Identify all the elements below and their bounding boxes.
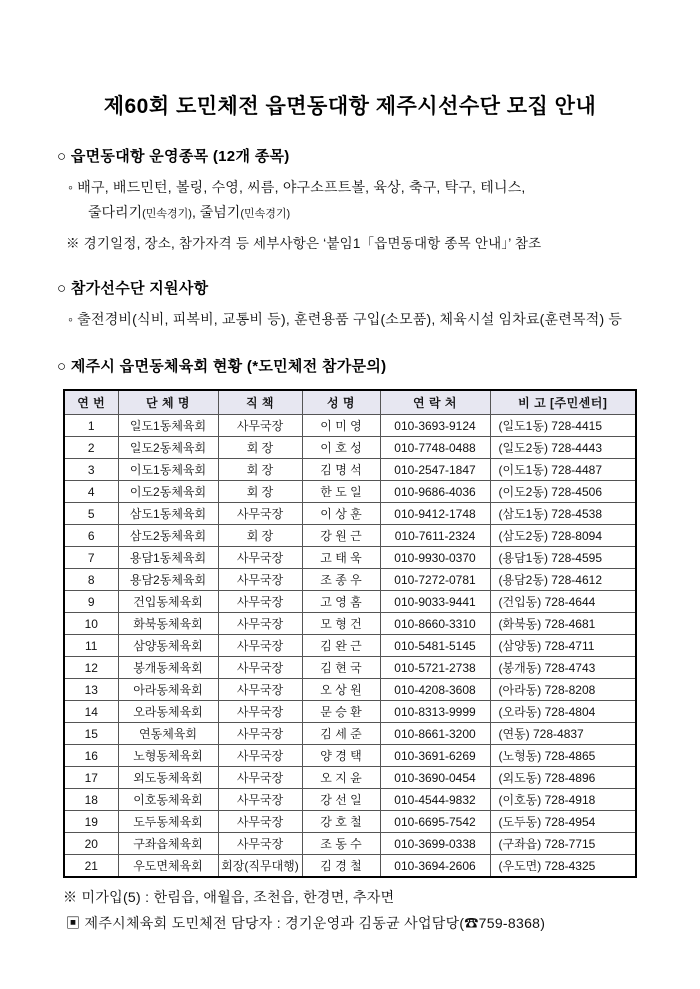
table-cell: 이 상 훈 — [302, 503, 380, 525]
table-cell: 한 도 일 — [302, 481, 380, 503]
column-header: 연 락 처 — [380, 390, 490, 415]
table-cell: 19 — [64, 811, 118, 833]
table-row — [64, 833, 636, 855]
table-cell: 010-8313-9999 — [380, 701, 490, 723]
section-heading-events: ○ 읍면동대항 운영종목 (12개 종목) — [57, 148, 290, 165]
table-row — [64, 459, 636, 481]
table-cell: 오 지 윤 — [302, 767, 380, 789]
table-cell: 010-9686-4036 — [380, 481, 490, 503]
table-cell: 사무국장 — [218, 723, 302, 745]
table-cell: 용담2동체육회 — [118, 569, 218, 591]
table-row — [64, 503, 636, 525]
table-cell: 010-4208-3608 — [380, 679, 490, 701]
table-cell: (오라동) 728-4804 — [490, 701, 636, 723]
table-cell: 010-7748-0488 — [380, 437, 490, 459]
contact-table — [63, 389, 637, 878]
table-cell: 사무국장 — [218, 503, 302, 525]
table-cell: 외도동체육회 — [118, 767, 218, 789]
table-cell: 010-7611-2324 — [380, 525, 490, 547]
table-cell: (아라동) 728-8208 — [490, 679, 636, 701]
table-cell: 이호동체육회 — [118, 789, 218, 811]
table-cell: 010-9033-9441 — [380, 591, 490, 613]
column-header: 직 책 — [218, 390, 302, 415]
table-cell: 문 승 환 — [302, 701, 380, 723]
table-cell: 4 — [64, 481, 118, 503]
table-cell: 010-2547-1847 — [380, 459, 490, 481]
table-cell: 010-8661-3200 — [380, 723, 490, 745]
table-cell: 사무국장 — [218, 569, 302, 591]
table-row — [64, 415, 636, 437]
table-cell: 김 현 국 — [302, 657, 380, 679]
folk-game-label: (민속경기) — [142, 208, 192, 220]
table-cell: (일도2동) 728-4443 — [490, 437, 636, 459]
table-cell: (구좌읍) 728-7715 — [490, 833, 636, 855]
table-cell: 일도2동체육회 — [118, 437, 218, 459]
table-cell: 강 원 근 — [302, 525, 380, 547]
column-header: 비 고 [주민센터] — [490, 390, 636, 415]
table-cell: 10 — [64, 613, 118, 635]
table-cell: 010-6695-7542 — [380, 811, 490, 833]
table-cell: 강 호 철 — [302, 811, 380, 833]
table-cell: 조 동 수 — [302, 833, 380, 855]
table-cell: 오라동체육회 — [118, 701, 218, 723]
table-cell: (우도면) 728-4325 — [490, 855, 636, 878]
table-cell: 봉개동체육회 — [118, 657, 218, 679]
table-cell: (화북동) 728-4681 — [490, 613, 636, 635]
table-cell: (도두동) 728-4954 — [490, 811, 636, 833]
section-heading-support: ○ 참가선수단 지원사항 — [57, 280, 209, 297]
table-row — [64, 723, 636, 745]
table-cell: 조 종 우 — [302, 569, 380, 591]
table-cell: (노형동) 728-4865 — [490, 745, 636, 767]
table-cell: 21 — [64, 855, 118, 878]
table-cell: 010-9930-0370 — [380, 547, 490, 569]
table-cell: 이도1동체육회 — [118, 459, 218, 481]
table-cell: (용담2동) 728-4612 — [490, 569, 636, 591]
table-cell: 회 장 — [218, 459, 302, 481]
table-cell: (용담1동) 728-4595 — [490, 547, 636, 569]
events-sports-line2 — [0, 202, 700, 225]
table-cell: 용담1동체육회 — [118, 547, 218, 569]
table-cell: 010-3691-6269 — [380, 745, 490, 767]
table-cell: 회 장 — [218, 525, 302, 547]
table-row — [64, 635, 636, 657]
table-cell: 건입동체육회 — [118, 591, 218, 613]
table-row — [64, 745, 636, 767]
table-cell: 사무국장 — [218, 547, 302, 569]
table-cell: 사무국장 — [218, 679, 302, 701]
table-row — [64, 811, 636, 833]
contact-person-line: ▣ 제주시체육회 도민체전 담당자 : 경기운영과 김동균 사업담당(☎759-8368) — [66, 915, 546, 931]
table-cell: 사무국장 — [218, 657, 302, 679]
table-cell: 이 호 성 — [302, 437, 380, 459]
table-cell: 연동체육회 — [118, 723, 218, 745]
table-cell: (삼도2동) 728-8094 — [490, 525, 636, 547]
table-cell: 김 세 준 — [302, 723, 380, 745]
table-cell: 고 태 욱 — [302, 547, 380, 569]
table-cell: 17 — [64, 767, 118, 789]
table-cell: 사무국장 — [218, 811, 302, 833]
table-cell: 9 — [64, 591, 118, 613]
table-cell: 이도2동체육회 — [118, 481, 218, 503]
table-cell: 삼도2동체육회 — [118, 525, 218, 547]
table-cell: 강 선 일 — [302, 789, 380, 811]
table-cell: 11 — [64, 635, 118, 657]
section-heading-status: ○ 제주시 읍면동체육회 현황 (*도민체전 참가문의) — [57, 358, 387, 375]
table-cell: 김 명 석 — [302, 459, 380, 481]
table-cell: 양 경 택 — [302, 745, 380, 767]
column-header: 성 명 — [302, 390, 380, 415]
events-sports-line1: ◦ 배구, 배드민턴, 볼링, 수영, 씨름, 야구소프트볼, 육상, 축구, 탁구, 테니스, — [68, 179, 526, 195]
table-cell: 7 — [64, 547, 118, 569]
table-cell: 삼양동체육회 — [118, 635, 218, 657]
table-cell: 010-4544-9832 — [380, 789, 490, 811]
table-cell: 노형동체육회 — [118, 745, 218, 767]
events-reference-note: ※ 경기일정, 장소, 참가자격 등 세부사항은 ‘붙임1「읍면동대항 종목 안내」’ 참조 — [66, 236, 542, 251]
table-cell: 회 장 — [218, 437, 302, 459]
table-cell: (삼도1동) 728-4538 — [490, 503, 636, 525]
table-cell: 8 — [64, 569, 118, 591]
table-cell: 13 — [64, 679, 118, 701]
support-detail-line: ◦ 출전경비(식비, 피복비, 교통비 등), 훈련용품 구입(소모품), 체육시설 임차료(훈련목적) 등 — [68, 311, 623, 327]
column-header: 단 체 명 — [118, 390, 218, 415]
table-cell: 3 — [64, 459, 118, 481]
table-cell: (삼양동) 728-4711 — [490, 635, 636, 657]
table-cell: 16 — [64, 745, 118, 767]
table-cell: 010-8660-3310 — [380, 613, 490, 635]
non-member-note: ※ 미가입(5) : 한림읍, 애월읍, 조천읍, 한경면, 추자면 — [63, 889, 395, 905]
table-row — [64, 591, 636, 613]
table-cell: (건입동) 728-4644 — [490, 591, 636, 613]
table-cell: (이도2동) 728-4506 — [490, 481, 636, 503]
table-body — [64, 415, 636, 878]
table-row — [64, 679, 636, 701]
table-row — [64, 855, 636, 878]
table-cell: 18 — [64, 789, 118, 811]
table-cell: 2 — [64, 437, 118, 459]
table-cell: 010-3699-0338 — [380, 833, 490, 855]
table-cell: 010-5481-5145 — [380, 635, 490, 657]
table-header-row — [64, 390, 636, 415]
table-cell: 12 — [64, 657, 118, 679]
table-cell: 20 — [64, 833, 118, 855]
table-cell: (이호동) 728-4918 — [490, 789, 636, 811]
table-cell: 고 영 홈 — [302, 591, 380, 613]
table-row — [64, 525, 636, 547]
table-row — [64, 767, 636, 789]
table-cell: (봉개동) 728-4743 — [490, 657, 636, 679]
table-cell: 사무국장 — [218, 745, 302, 767]
table-row — [64, 789, 636, 811]
sport-jump-rope: , 줄넘기 — [191, 204, 241, 220]
table-row — [64, 657, 636, 679]
table-cell: 일도1동체육회 — [118, 415, 218, 437]
table-cell: (연동) 728-4837 — [490, 723, 636, 745]
table-row — [64, 437, 636, 459]
table-cell: 010-3694-2606 — [380, 855, 490, 878]
table-row — [64, 613, 636, 635]
table-cell: 오 상 원 — [302, 679, 380, 701]
table-cell: 15 — [64, 723, 118, 745]
table-cell: (일도1동) 728-4415 — [490, 415, 636, 437]
table-row — [64, 547, 636, 569]
table-cell: 이 미 영 — [302, 415, 380, 437]
table-cell: 모 형 건 — [302, 613, 380, 635]
table-cell: 회장(직무대행) — [218, 855, 302, 878]
table-cell: 사무국장 — [218, 789, 302, 811]
table-cell: 구좌읍체육회 — [118, 833, 218, 855]
page-title: 제60회 도민체전 읍면동대항 제주시선수단 모집 안내 — [103, 95, 597, 118]
table-cell: 1 — [64, 415, 118, 437]
table-row — [64, 701, 636, 723]
table-row — [64, 481, 636, 503]
table-cell: 사무국장 — [218, 833, 302, 855]
table-cell: 사무국장 — [218, 767, 302, 789]
table-cell: 사무국장 — [218, 701, 302, 723]
table-cell: (외도동) 728-4896 — [490, 767, 636, 789]
table-cell: 6 — [64, 525, 118, 547]
table-cell: 010-5721-2738 — [380, 657, 490, 679]
table-cell: 010-3690-0454 — [380, 767, 490, 789]
table-cell: 사무국장 — [218, 591, 302, 613]
table-cell: 010-7272-0781 — [380, 569, 490, 591]
table-cell: 도두동체육회 — [118, 811, 218, 833]
table-cell: 김 완 근 — [302, 635, 380, 657]
column-header: 연 번 — [64, 390, 118, 415]
table-cell: 화북동체육회 — [118, 613, 218, 635]
table-cell: 사무국장 — [218, 613, 302, 635]
table-cell: 14 — [64, 701, 118, 723]
table-cell: 사무국장 — [218, 415, 302, 437]
table-cell: 회 장 — [218, 481, 302, 503]
table-cell: 아라동체육회 — [118, 679, 218, 701]
table-cell: 김 경 철 — [302, 855, 380, 878]
sport-tug-of-war: 줄다리기 — [88, 204, 143, 220]
table-cell: (이도1동) 728-4487 — [490, 459, 636, 481]
table-cell: 우도면체육회 — [118, 855, 218, 878]
table-cell: 5 — [64, 503, 118, 525]
table-cell: 사무국장 — [218, 635, 302, 657]
table-cell: 삼도1동체육회 — [118, 503, 218, 525]
table-cell: 010-3693-9124 — [380, 415, 490, 437]
table-cell: 010-9412-1748 — [380, 503, 490, 525]
table-row — [64, 569, 636, 591]
folk-game-label: (민속경기) — [240, 208, 291, 220]
